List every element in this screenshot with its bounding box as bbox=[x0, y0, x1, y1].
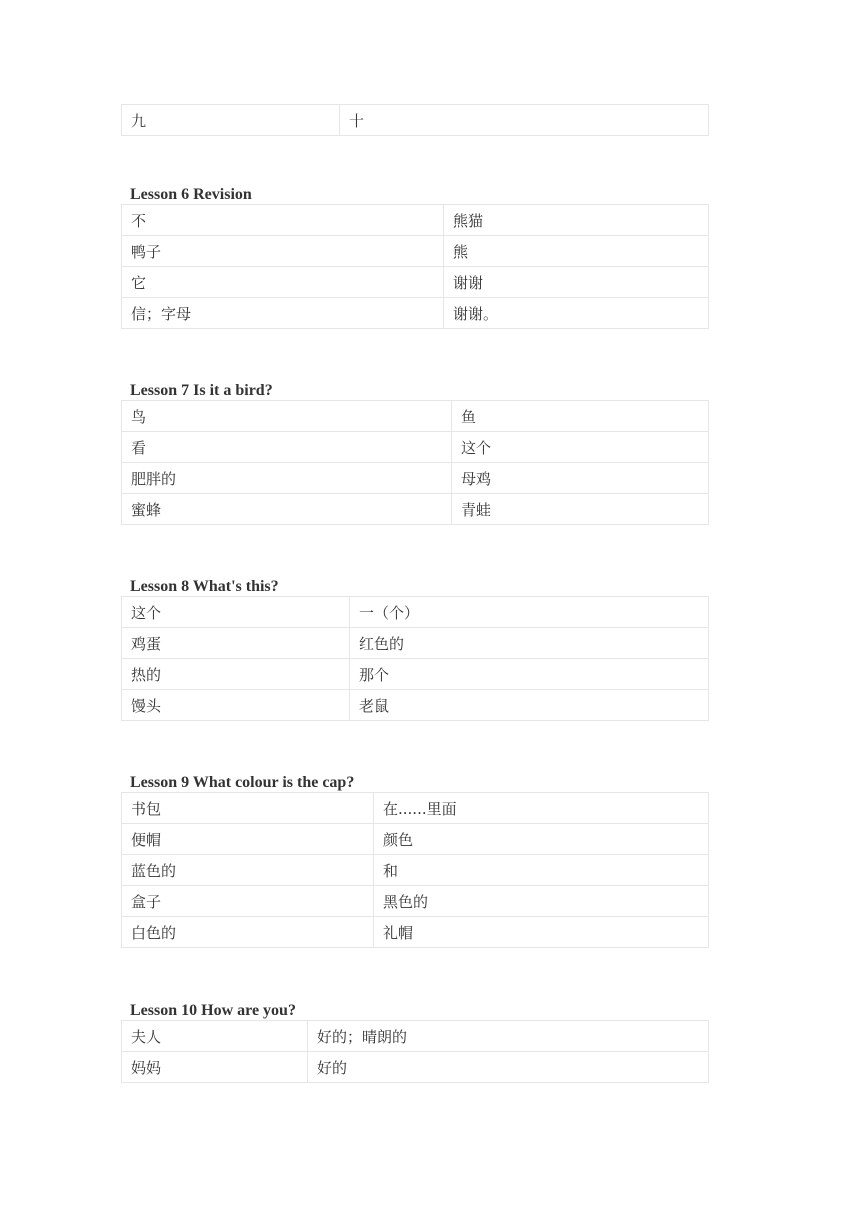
chinese-cell: 那个 bbox=[350, 659, 709, 690]
section-title: Lesson 10 How are you? bbox=[130, 1002, 296, 1019]
chinese-cell: 熊猫 bbox=[444, 205, 709, 236]
chinese-cell: 它 bbox=[122, 267, 444, 298]
vocab-table bbox=[121, 792, 709, 948]
chinese-cell: 一（个） bbox=[350, 597, 709, 628]
chinese-cell: 老鼠 bbox=[350, 690, 709, 721]
table-row bbox=[122, 886, 709, 917]
chinese-cell: 不 bbox=[122, 205, 444, 236]
table-row bbox=[122, 690, 709, 721]
table-row bbox=[122, 105, 709, 136]
chinese-cell: 母鸡 bbox=[452, 463, 709, 494]
chinese-cell: 肥胖的 bbox=[122, 463, 452, 494]
chinese-cell: 书包 bbox=[122, 793, 374, 824]
chinese-cell: 鸭子 bbox=[122, 236, 444, 267]
section-title: Lesson 9 What colour is the cap? bbox=[130, 774, 355, 791]
chinese-cell: 蜜蜂 bbox=[122, 494, 452, 525]
table-row bbox=[122, 494, 709, 525]
chinese-cell: 九 bbox=[122, 105, 340, 136]
table-row bbox=[122, 793, 709, 824]
table-row bbox=[122, 1052, 709, 1083]
vocab-table bbox=[121, 204, 709, 329]
table-row bbox=[122, 205, 709, 236]
table-row bbox=[122, 298, 709, 329]
chinese-cell: 盒子 bbox=[122, 886, 374, 917]
chinese-cell: 谢谢。 bbox=[444, 298, 709, 329]
chinese-cell: 鸟 bbox=[122, 401, 452, 432]
table-row bbox=[122, 628, 709, 659]
chinese-cell: 信；字母 bbox=[122, 298, 444, 329]
chinese-cell: 在......里面 bbox=[374, 793, 709, 824]
vocab-section-numbers bbox=[121, 104, 709, 136]
chinese-cell: 白色的 bbox=[122, 917, 374, 948]
table-row bbox=[122, 432, 709, 463]
section-title: Lesson 7 Is it a bird? bbox=[130, 382, 273, 399]
table-row bbox=[122, 267, 709, 298]
section-title: Lesson 8 What's this? bbox=[130, 578, 279, 595]
chinese-cell: 热的 bbox=[122, 659, 350, 690]
chinese-cell: 礼帽 bbox=[374, 917, 709, 948]
vocab-table bbox=[121, 1020, 709, 1083]
vocab-section-lesson-6 bbox=[121, 186, 709, 329]
chinese-cell: 馒头 bbox=[122, 690, 350, 721]
table-row bbox=[122, 236, 709, 267]
chinese-cell: 和 bbox=[374, 855, 709, 886]
chinese-cell: 十 bbox=[340, 105, 709, 136]
vocab-table bbox=[121, 596, 709, 721]
table-row bbox=[122, 463, 709, 494]
chinese-cell: 便帽 bbox=[122, 824, 374, 855]
chinese-cell: 红色的 bbox=[350, 628, 709, 659]
chinese-cell: 这个 bbox=[452, 432, 709, 463]
vocab-section-lesson-10 bbox=[121, 1002, 709, 1083]
chinese-cell: 好的 bbox=[308, 1052, 709, 1083]
chinese-cell: 夫人 bbox=[122, 1021, 308, 1052]
table-row bbox=[122, 659, 709, 690]
vocab-section-lesson-7 bbox=[121, 382, 709, 525]
chinese-cell: 看 bbox=[122, 432, 452, 463]
chinese-cell: 黑色的 bbox=[374, 886, 709, 917]
table-row bbox=[122, 401, 709, 432]
chinese-cell: 好的；晴朗的 bbox=[308, 1021, 709, 1052]
chinese-cell: 颜色 bbox=[374, 824, 709, 855]
table-row bbox=[122, 597, 709, 628]
vocab-table bbox=[121, 400, 709, 525]
table-row bbox=[122, 1021, 709, 1052]
chinese-cell: 谢谢 bbox=[444, 267, 709, 298]
chinese-cell: 这个 bbox=[122, 597, 350, 628]
chinese-cell: 青蛙 bbox=[452, 494, 709, 525]
vocab-section-lesson-9 bbox=[121, 774, 709, 948]
section-title: Lesson 6 Revision bbox=[130, 186, 252, 203]
chinese-cell: 妈妈 bbox=[122, 1052, 308, 1083]
table-row bbox=[122, 855, 709, 886]
table-row bbox=[122, 917, 709, 948]
vocab-table bbox=[121, 104, 709, 136]
chinese-cell: 熊 bbox=[444, 236, 709, 267]
chinese-cell: 鱼 bbox=[452, 401, 709, 432]
vocab-section-lesson-8 bbox=[121, 578, 709, 721]
chinese-cell: 蓝色的 bbox=[122, 855, 374, 886]
table-row bbox=[122, 824, 709, 855]
chinese-cell: 鸡蛋 bbox=[122, 628, 350, 659]
